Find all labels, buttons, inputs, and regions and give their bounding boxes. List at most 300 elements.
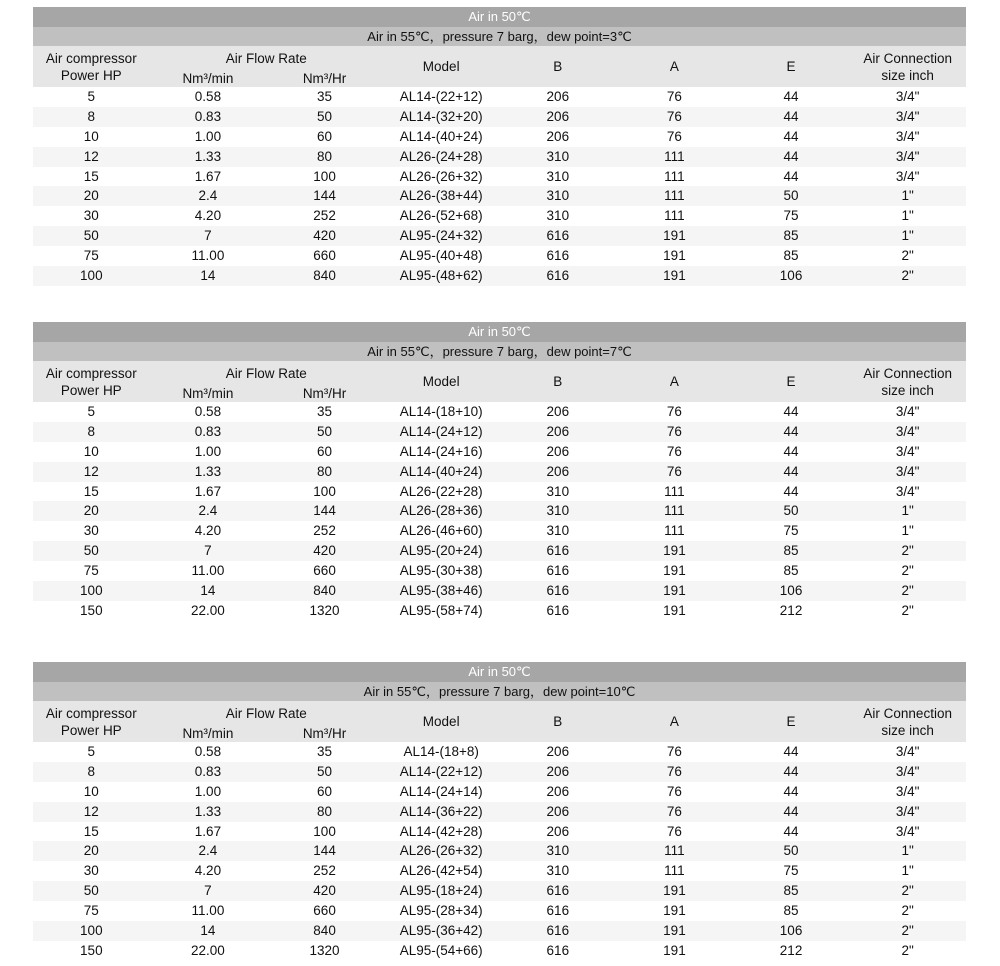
cell-flow-hr: 252 (313, 208, 336, 224)
cell-b: 310 (546, 483, 570, 499)
cell-model: AL14-(40+24) (399, 463, 483, 479)
cell-power-hp: 20 (83, 503, 99, 519)
cell-connection: 3/4" (895, 168, 920, 184)
header-flow-rate-title: Air Flow Rate (225, 706, 307, 721)
cell-model: AL14-(18+10) (399, 404, 483, 419)
cell-flow-min: 22.00 (191, 602, 225, 618)
cell-flow-min: 14 (200, 923, 216, 939)
cell-flow-hr: 840 (313, 923, 336, 939)
cell-flow-hr: 60 (317, 443, 333, 459)
cell-e: 85 (783, 248, 799, 264)
cell-e: 106 (779, 268, 803, 284)
header-power (33, 46, 150, 87)
cell-b: 616 (546, 268, 570, 284)
cell-model: AL26-(22+28) (399, 483, 483, 499)
header-power-line1: Air compressor (45, 365, 137, 381)
header-flow-rate (150, 701, 383, 742)
cell-connection: 3/4" (895, 763, 920, 779)
header-connection-line1: Air Connection (863, 705, 952, 721)
table-row (33, 167, 966, 187)
table-row (33, 501, 966, 521)
cell-connection: 3/4" (895, 128, 920, 144)
cell-b: 616 (546, 602, 570, 618)
cell-model: AL95-(48+62) (399, 268, 483, 284)
table-row (33, 442, 966, 462)
cell-b: 206 (546, 443, 570, 459)
cell-connection: 3/4" (895, 148, 920, 164)
cell-power-hp: 8 (87, 763, 96, 779)
cell-connection: 2" (901, 923, 914, 939)
cell-e: 212 (779, 602, 803, 618)
header-power (33, 361, 150, 402)
cell-model: AL95-(30+38) (399, 563, 483, 579)
cell-flow-hr: 60 (317, 783, 333, 799)
cell-flow-min: 22.00 (191, 942, 225, 958)
cell-connection: 1" (901, 863, 914, 879)
table-row (33, 861, 966, 881)
cell-power-hp: 10 (83, 783, 99, 799)
cell-flow-min: 0.58 (194, 89, 222, 104)
cell-b: 310 (546, 523, 570, 539)
cell-b: 616 (546, 248, 570, 264)
cell-connection: 2" (901, 248, 914, 264)
cell-a: 111 (664, 503, 685, 519)
header-connection-line2: size inch (881, 67, 934, 83)
cell-model: AL95-(54+66) (399, 942, 483, 958)
header-connection-line2: size inch (881, 722, 934, 738)
header-flow-hr: Nm³/Hr (302, 71, 347, 86)
cell-e: 85 (783, 563, 799, 579)
table-row (33, 206, 966, 226)
cell-flow-min: 11.00 (191, 563, 225, 579)
cell-connection: 2" (901, 942, 914, 958)
table-subtitle: Air in 55℃，pressure 7 barg，dew point=3℃ (33, 27, 966, 47)
cell-flow-hr: 35 (317, 744, 333, 759)
cell-model: AL14-(40+24) (399, 128, 483, 144)
cell-connection: 3/4" (895, 744, 920, 759)
header-power-line1: Air compressor (45, 50, 137, 66)
spec-table-dew-point-10 (33, 662, 966, 961)
cell-a: 76 (666, 404, 682, 419)
cell-connection: 3/4" (895, 404, 920, 419)
cell-b: 206 (546, 823, 570, 839)
cell-e: 44 (783, 168, 799, 184)
cell-flow-min: 2.4 (198, 503, 218, 519)
cell-a: 76 (666, 823, 682, 839)
cell-a: 111 (664, 483, 685, 499)
cell-e: 75 (783, 523, 799, 539)
cell-connection: 2" (901, 602, 914, 618)
table-row (33, 462, 966, 482)
cell-b: 206 (546, 744, 570, 759)
table-row (33, 561, 966, 581)
header-connection-line1: Air Connection (863, 50, 952, 66)
cell-a: 76 (666, 423, 682, 439)
cell-flow-min: 4.20 (194, 208, 222, 224)
cell-connection: 2" (901, 563, 914, 579)
table-row (33, 226, 966, 246)
cell-power-hp: 12 (83, 148, 99, 164)
cell-a: 191 (663, 268, 686, 284)
header-e: E (786, 714, 796, 729)
cell-model: AL26-(24+28) (399, 148, 483, 164)
cell-b: 616 (546, 923, 570, 939)
cell-flow-min: 0.83 (194, 423, 222, 439)
cell-e: 44 (783, 89, 799, 104)
cell-power-hp: 30 (83, 208, 99, 224)
cell-model: AL26-(46+60) (399, 523, 483, 539)
cell-flow-min: 14 (200, 268, 216, 284)
cell-model: AL95-(58+74) (399, 602, 483, 618)
cell-connection: 3/4" (895, 783, 920, 799)
cell-flow-min: 0.58 (194, 744, 222, 759)
header-power (33, 701, 150, 742)
header-model: Model (422, 59, 460, 74)
cell-connection: 3/4" (895, 803, 920, 819)
cell-connection: 3/4" (895, 89, 920, 104)
cell-a: 76 (666, 108, 682, 124)
cell-a: 111 (664, 863, 685, 879)
cell-a: 111 (664, 188, 685, 204)
cell-e: 44 (783, 763, 799, 779)
cell-connection: 2" (901, 543, 914, 559)
table-row (33, 822, 966, 842)
table-row (33, 841, 966, 861)
cell-b: 206 (546, 108, 570, 124)
cell-flow-hr: 660 (313, 563, 336, 579)
cell-a: 111 (664, 843, 685, 859)
cell-flow-min: 1.33 (194, 463, 222, 479)
cell-model: AL95-(20+24) (399, 543, 483, 559)
cell-power-hp: 20 (83, 843, 99, 859)
cell-a: 76 (666, 783, 682, 799)
header-b: B (553, 714, 563, 729)
cell-flow-hr: 50 (317, 423, 333, 439)
cell-flow-min: 7 (204, 228, 212, 244)
cell-model: AL26-(28+36) (399, 503, 483, 519)
header-e: E (786, 59, 796, 74)
cell-power-hp: 50 (83, 543, 99, 559)
cell-power-hp: 12 (83, 803, 99, 819)
cell-power-hp: 12 (83, 463, 99, 479)
cell-power-hp: 100 (80, 923, 103, 939)
cell-a: 191 (663, 543, 686, 559)
cell-connection: 1" (901, 228, 914, 244)
cell-b: 206 (546, 803, 570, 819)
cell-b: 310 (546, 168, 570, 184)
cell-flow-hr: 50 (317, 763, 333, 779)
cell-a: 111 (664, 148, 685, 164)
table-row (33, 601, 966, 621)
table-row (33, 881, 966, 901)
cell-a: 111 (664, 523, 685, 539)
table-row (33, 782, 966, 802)
cell-a: 76 (666, 89, 682, 104)
spec-table-dew-point-3 (33, 7, 966, 286)
cell-b: 206 (546, 89, 570, 104)
table-row (33, 246, 966, 266)
cell-a: 76 (666, 763, 682, 779)
cell-e: 85 (783, 228, 799, 244)
cell-flow-min: 14 (200, 583, 216, 599)
header-model: Model (422, 714, 460, 729)
cell-flow-min: 1.33 (194, 148, 222, 164)
cell-a: 76 (666, 128, 682, 144)
table-row (33, 541, 966, 561)
cell-connection: 3/4" (895, 423, 920, 439)
header-b: B (553, 59, 563, 74)
cell-e: 44 (783, 404, 799, 419)
header-power-line2: Power HP (60, 67, 122, 83)
cell-b: 310 (546, 863, 570, 879)
cell-a: 191 (663, 248, 686, 264)
cell-model: AL14-(24+12) (399, 423, 483, 439)
cell-b: 310 (546, 188, 570, 204)
cell-connection: 1" (901, 843, 914, 859)
cell-flow-min: 1.67 (194, 168, 222, 184)
cell-connection: 3/4" (895, 483, 920, 499)
table-header (33, 46, 966, 87)
cell-power-hp: 8 (87, 423, 96, 439)
cell-connection: 1" (901, 208, 914, 224)
cell-flow-min: 1.00 (194, 443, 222, 459)
table-subtitle: Air in 55℃，pressure 7 barg，dew point=10℃ (33, 682, 966, 702)
cell-e: 44 (783, 443, 799, 459)
cell-e: 50 (783, 503, 799, 519)
table-row (33, 127, 966, 147)
cell-power-hp: 75 (83, 563, 99, 579)
cell-power-hp: 8 (87, 108, 96, 124)
cell-flow-hr: 100 (313, 823, 336, 839)
cell-b: 310 (546, 208, 570, 224)
cell-model: AL14-(42+28) (399, 823, 483, 839)
table-title: Air in 50℃ (33, 7, 966, 27)
cell-e: 44 (783, 823, 799, 839)
cell-b: 206 (546, 783, 570, 799)
table-title: Air in 50℃ (33, 662, 966, 682)
cell-flow-min: 1.67 (194, 483, 222, 499)
cell-b: 616 (546, 543, 570, 559)
cell-model: AL95-(40+48) (399, 248, 483, 264)
cell-power-hp: 150 (80, 602, 103, 618)
cell-power-hp: 10 (83, 443, 99, 459)
cell-a: 76 (666, 463, 682, 479)
cell-model: AL14-(18+8) (403, 744, 479, 759)
cell-flow-hr: 660 (313, 248, 336, 264)
cell-a: 191 (663, 563, 686, 579)
cell-e: 106 (779, 923, 803, 939)
cell-flow-hr: 35 (317, 404, 333, 419)
cell-model: AL95-(24+32) (399, 228, 483, 244)
cell-model: AL95-(38+46) (399, 583, 483, 599)
cell-flow-hr: 144 (313, 843, 336, 859)
cell-flow-hr: 420 (313, 883, 336, 899)
table-body (33, 87, 966, 286)
cell-a: 191 (663, 942, 686, 958)
table-row (33, 521, 966, 541)
cell-connection: 2" (901, 903, 914, 919)
cell-flow-hr: 35 (317, 89, 333, 104)
cell-power-hp: 30 (83, 523, 99, 539)
cell-connection: 1" (901, 503, 914, 519)
table-row (33, 482, 966, 502)
cell-flow-min: 11.00 (191, 248, 225, 264)
cell-flow-hr: 80 (317, 463, 333, 479)
cell-power-hp: 150 (80, 942, 103, 958)
table-row (33, 87, 966, 107)
header-b: B (553, 374, 563, 389)
cell-connection: 1" (901, 188, 914, 204)
cell-flow-hr: 252 (313, 523, 336, 539)
table-row (33, 147, 966, 167)
cell-e: 44 (783, 483, 799, 499)
table-row (33, 581, 966, 601)
cell-flow-hr: 144 (313, 503, 336, 519)
header-flow-rate-title: Air Flow Rate (225, 51, 307, 66)
table-row (33, 802, 966, 822)
cell-a: 191 (663, 883, 686, 899)
header-a: A (669, 59, 679, 74)
cell-a: 111 (664, 168, 685, 184)
cell-a: 111 (664, 208, 685, 224)
table-row (33, 422, 966, 442)
header-flow-rate-title: Air Flow Rate (225, 366, 307, 381)
header-connection (849, 361, 966, 402)
cell-connection: 2" (901, 583, 914, 599)
cell-model: AL26-(26+32) (399, 168, 483, 184)
header-flow-min: Nm³/min (182, 386, 234, 401)
table-row (33, 107, 966, 127)
cell-e: 50 (783, 843, 799, 859)
cell-power-hp: 50 (83, 228, 99, 244)
cell-flow-min: 1.00 (194, 128, 222, 144)
cell-power-hp: 20 (83, 188, 99, 204)
table-header (33, 361, 966, 402)
header-power-line1: Air compressor (45, 705, 137, 721)
header-flow-min: Nm³/min (182, 726, 234, 741)
header-flow-hr: Nm³/Hr (302, 726, 347, 741)
cell-power-hp: 30 (83, 863, 99, 879)
table-title: Air in 50℃ (33, 322, 966, 342)
cell-e: 44 (783, 108, 799, 124)
cell-connection: 3/4" (895, 443, 920, 459)
cell-model: AL95-(36+42) (399, 923, 483, 939)
header-model: Model (422, 374, 460, 389)
cell-a: 191 (663, 583, 686, 599)
cell-flow-hr: 1320 (309, 942, 340, 958)
cell-b: 616 (546, 583, 570, 599)
cell-power-hp: 10 (83, 128, 99, 144)
cell-flow-min: 11.00 (191, 903, 225, 919)
cell-e: 85 (783, 883, 799, 899)
cell-power-hp: 15 (83, 483, 99, 499)
cell-flow-min: 4.20 (194, 523, 222, 539)
header-connection-line2: size inch (881, 382, 934, 398)
cell-flow-hr: 1320 (309, 602, 340, 618)
cell-flow-min: 2.4 (198, 188, 218, 204)
cell-power-hp: 5 (87, 89, 96, 104)
cell-flow-hr: 100 (313, 168, 336, 184)
cell-power-hp: 100 (80, 583, 103, 599)
cell-flow-hr: 840 (313, 268, 336, 284)
cell-a: 191 (663, 903, 686, 919)
header-e: E (786, 374, 796, 389)
table-row (33, 762, 966, 782)
table-row (33, 742, 966, 762)
cell-b: 206 (546, 423, 570, 439)
header-power-line2: Power HP (60, 382, 122, 398)
header-a: A (669, 374, 679, 389)
cell-flow-hr: 252 (313, 863, 336, 879)
cell-model: AL26-(38+44) (399, 188, 483, 204)
cell-model: AL14-(36+22) (399, 803, 483, 819)
cell-model: AL14-(24+14) (399, 783, 483, 799)
cell-b: 206 (546, 128, 570, 144)
cell-flow-min: 1.33 (194, 803, 222, 819)
cell-e: 106 (779, 583, 803, 599)
cell-model: AL14-(32+20) (399, 108, 483, 124)
cell-model: AL14-(22+12) (399, 763, 483, 779)
cell-e: 44 (783, 423, 799, 439)
cell-e: 44 (783, 128, 799, 144)
table-row (33, 402, 966, 422)
cell-connection: 2" (901, 883, 914, 899)
header-connection (849, 46, 966, 87)
cell-connection: 3/4" (895, 823, 920, 839)
cell-e: 50 (783, 188, 799, 204)
cell-e: 44 (783, 148, 799, 164)
cell-flow-hr: 80 (317, 148, 333, 164)
cell-power-hp: 15 (83, 168, 99, 184)
cell-e: 44 (783, 783, 799, 799)
cell-b: 206 (546, 404, 570, 419)
table-body (33, 402, 966, 621)
cell-b: 616 (546, 903, 570, 919)
cell-flow-min: 7 (204, 543, 212, 559)
cell-e: 44 (783, 744, 799, 759)
cell-a: 191 (663, 923, 686, 939)
cell-model: AL26-(26+32) (399, 843, 483, 859)
cell-power-hp: 15 (83, 823, 99, 839)
cell-a: 76 (666, 744, 682, 759)
cell-a: 76 (666, 803, 682, 819)
cell-model: AL95-(28+34) (399, 903, 483, 919)
cell-b: 616 (546, 883, 570, 899)
cell-flow-hr: 840 (313, 583, 336, 599)
cell-connection: 3/4" (895, 108, 920, 124)
cell-b: 616 (546, 228, 570, 244)
table-row (33, 901, 966, 921)
cell-e: 44 (783, 463, 799, 479)
table-body (33, 742, 966, 961)
cell-power-hp: 100 (80, 268, 103, 284)
cell-b: 310 (546, 843, 570, 859)
cell-b: 616 (546, 563, 570, 579)
cell-b: 206 (546, 463, 570, 479)
table-subtitle: Air in 55℃，pressure 7 barg，dew point=7℃ (33, 342, 966, 362)
table-row (33, 921, 966, 941)
cell-flow-hr: 144 (313, 188, 336, 204)
table-row (33, 186, 966, 206)
cell-power-hp: 50 (83, 883, 99, 899)
header-connection-line1: Air Connection (863, 365, 952, 381)
cell-e: 75 (783, 863, 799, 879)
cell-flow-hr: 50 (317, 108, 333, 124)
cell-flow-min: 1.00 (194, 783, 222, 799)
cell-model: AL14-(24+16) (399, 443, 483, 459)
cell-connection: 2" (901, 268, 914, 284)
cell-flow-hr: 420 (313, 543, 336, 559)
